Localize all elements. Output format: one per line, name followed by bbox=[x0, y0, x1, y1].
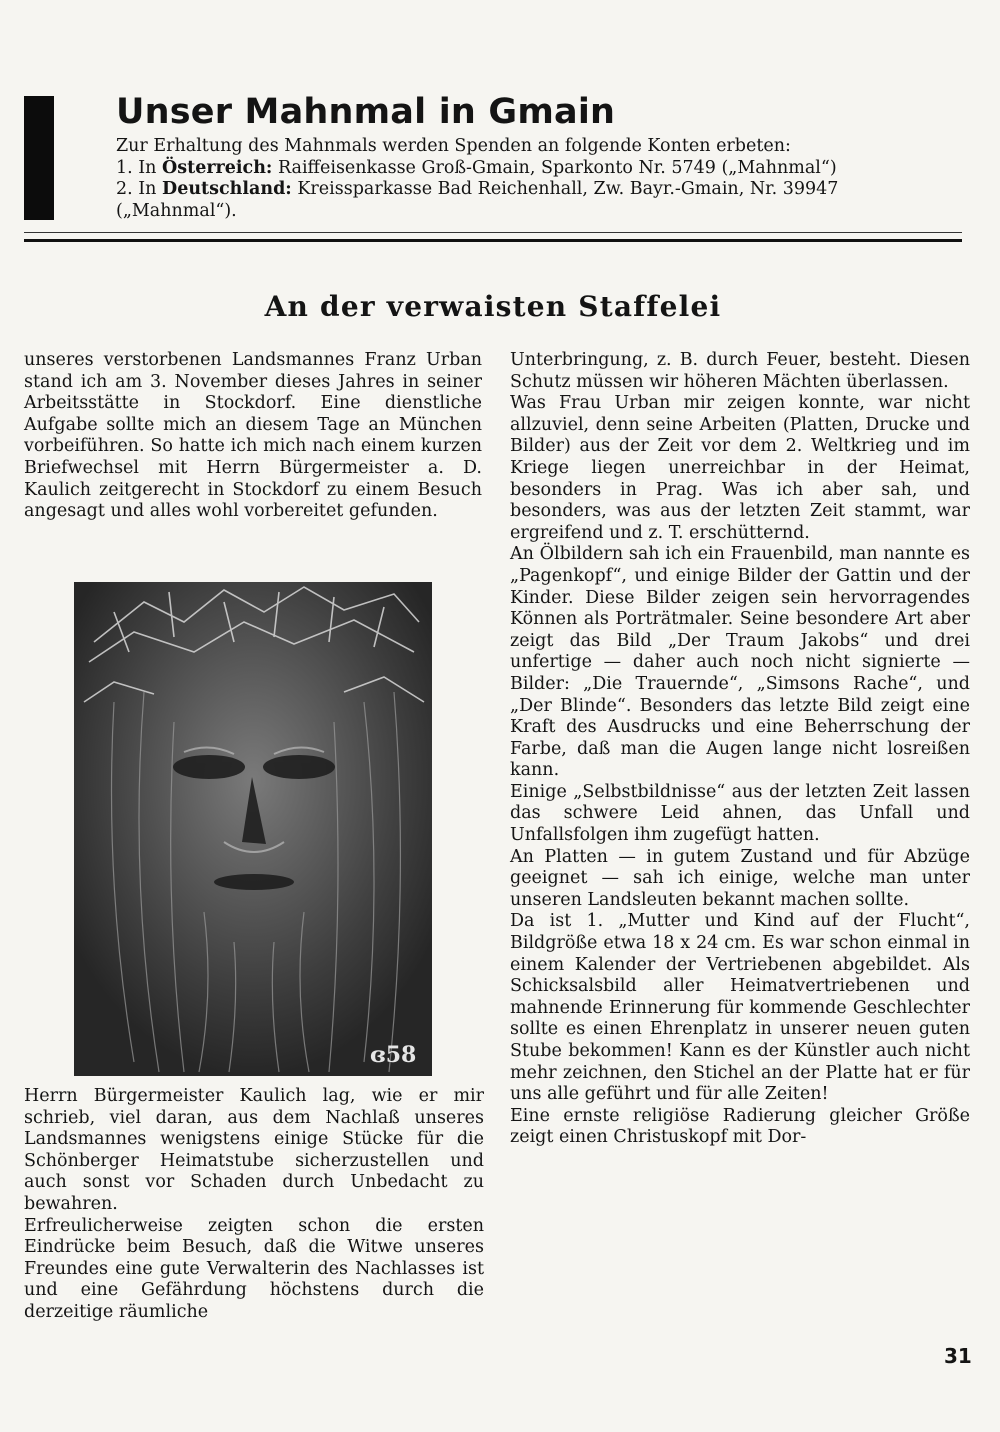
article-paragraph: An Platten — in gutem Zustand und für Abzüge geeignet — sah ich einige, welche man unter unseren Landsleuten bekannt machen sollte. bbox=[510, 846, 970, 910]
notice-account-austria: 1. In Österreich: Raiffeisenkasse Groß-Gmain, Sparkonto Nr. 5749 („Mahnmal“) bbox=[116, 157, 837, 178]
article-column-right bbox=[510, 350, 970, 1149]
article-column-left-bottom bbox=[24, 1086, 484, 1324]
notice-closing: („Mahnmal“). bbox=[116, 200, 237, 221]
article-paragraph: Eine ernste religiöse Radierung gleicher Größe zeigt einen Christuskopf mit Dor- bbox=[510, 1105, 970, 1148]
mahnmal-notice bbox=[116, 92, 976, 222]
christ-head-drawing-art bbox=[74, 582, 432, 1076]
article-paragraph: Herrn Bürgermeister Kaulich lag, wie er mir schrieb, viel daran, aus dem Nachlaß unseres Landsmannes wenigstens einige Stücke für die Schönberger Heimatstube sicherzustellen und auch sonst vor Schaden durch Unbedacht zu bewahren. bbox=[24, 1086, 484, 1214]
notice-country-austria: Österreich: bbox=[162, 157, 273, 178]
article-paragraph: unseres verstorbenen Landsmannes Franz Urban stand ich am 3. November dieses Jahres in seiner Arbeitsstätte in Stockdorf. Eine dienstliche Aufgabe sollte mich an diesem Tage an München vorbeiführen. So hatte ich mich nach einem kurzen Briefwechsel mit Herrn Bürgermeister a. D. Kaulich zeitgerecht in Stockdorf zu einem Besuch angesagt und alles wohl vorbereitet gefunden. bbox=[24, 350, 482, 522]
section-divider-thick bbox=[24, 239, 962, 242]
article-headline: An der verwaisten Staffelei bbox=[264, 290, 722, 323]
notice-intro: Zur Erhaltung des Mahnmals werden Spenden an folgende Konten erbeten: bbox=[116, 136, 791, 156]
article-paragraph: Da ist 1. „Mutter und Kind auf der Flucht“, Bildgröße etwa 18 x 24 cm. Es war schon einmal in einem Kalender der Vertriebenen abgebildet. Als Schicksalsbild aller Heimatvertriebenen und mahnende Erinnerung für kommende Geschlechter sollte es einen Ehrenplatz in unserer neuen guten Stube bekommen! Kann es der Künstler auch nicht mehr zeichnen, den Stichel an der Platte hat er für uns alle geführt und für alle Zeiten! bbox=[510, 911, 970, 1105]
christ-head-drawing bbox=[74, 582, 432, 1076]
notice-title: Unser Mahnmal in Gmain bbox=[116, 92, 616, 132]
artist-signature: ɞ58 bbox=[370, 1042, 417, 1068]
article-paragraph: Einige „Selbstbildnisse“ aus der letzten Zeit lassen das schwere Leid ahnen, das Unfall und Unfallsfolgen ihm zugefügt hatten. bbox=[510, 781, 970, 846]
article-paragraph: Was Frau Urban mir zeigen konnte, war nicht allzuviel, denn seine Arbeiten (Platten, Drucke und Bilder) aus der Zeit vor dem 2. Weltkrieg und im Kriege liegen unerreichbar in der Heimat, besonders in Prag. Was ich aber sah, und besonders, was aus der letzten Zeit stammt, war ergreifend und z. T. erschütternd. bbox=[510, 393, 970, 543]
article-column-left-top bbox=[24, 350, 482, 523]
page-number: 31 bbox=[944, 1344, 972, 1368]
section-divider-thin bbox=[24, 232, 962, 233]
article-paragraph: Erfreulicherweise zeigten schon die ersten Eindrücke beim Besuch, daß die Witwe unseres Freundes eine gute Verwalterin des Nachlasses ist und eine Gefährdung höchstens durch die derzeitige räumliche bbox=[24, 1215, 484, 1322]
notice-country-germany: Deutschland: bbox=[162, 179, 292, 199]
article-paragraph: An Ölbildern sah ich ein Frauenbild, man nannte es „Pagenkopf“, und einige Bilder der Gattin und der Kinder. Diese Bilder zeigen sein hervorragendes Können als Porträtmaler. Seine besondere Art aber zeigt das Bild „Der Traum Jakobs“ und drei unfertige — daher auch noch nicht signierte — Bilder: „Die Trauernde“, „Simsons Rache“, und „Der Blinde“. Besonders das letzte Bild zeigt eine Kraft des Ausdrucks und eine Beherrschung der Farbe, daß man die Augen lange nicht losreißen kann. bbox=[510, 544, 970, 781]
article-paragraph: Unterbringung, z. B. durch Feuer, besteht. Diesen Schutz müssen wir höheren Mächten überlassen. bbox=[510, 350, 970, 392]
section-marker-bar bbox=[24, 96, 54, 220]
notice-account-germany: 2. In Deutschland: Kreissparkasse Bad Reichenhall, Zw. Bayr.-Gmain, Nr. 39947 bbox=[116, 179, 839, 199]
